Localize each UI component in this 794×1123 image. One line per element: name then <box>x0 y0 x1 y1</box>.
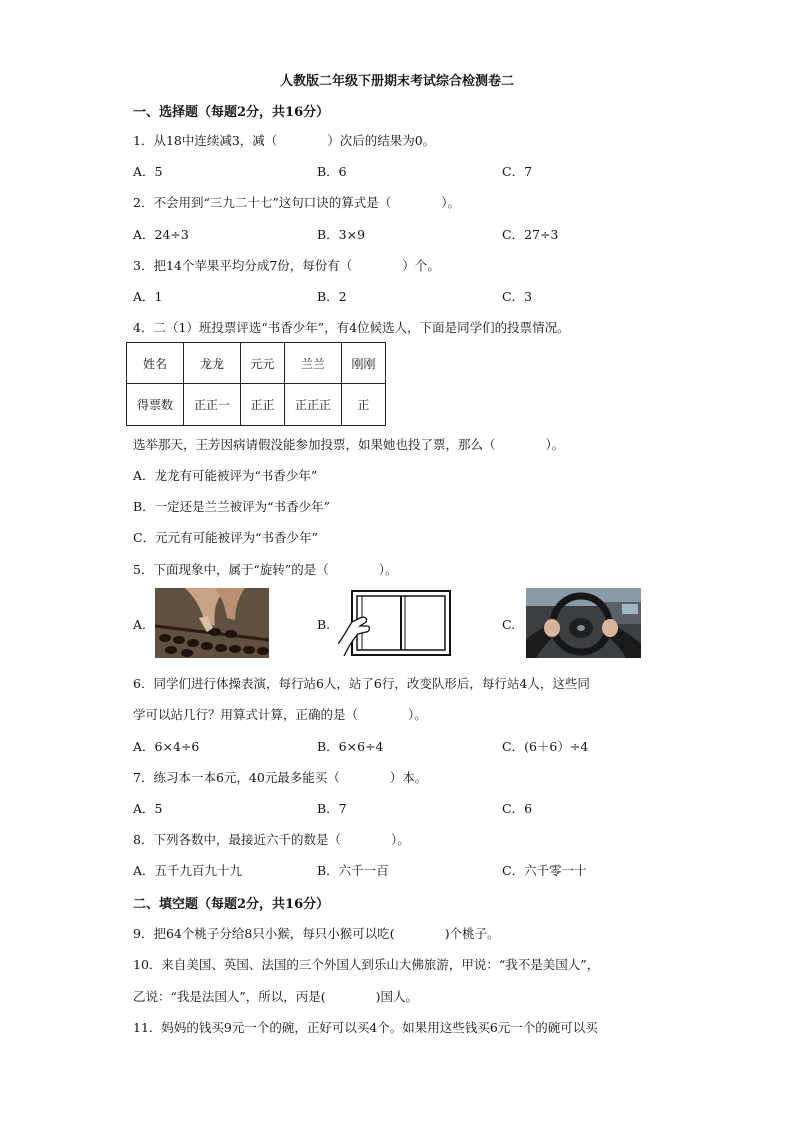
q4-option-b: B．一定还是兰兰被评为“书香少年” <box>133 499 330 514</box>
table-cell: 正正正 <box>285 384 342 426</box>
question-11-line-1: 11．妈妈的钱买9元一个的碗，正好可以买4个。如果用这些钱买6元一个的碗可以买 <box>133 1020 598 1035</box>
question-6-line-2: 学可以站几行？用算式计算，正确的是（ ）。 <box>133 707 427 722</box>
section-heading-fill: 二、填空题（每题2分，共16分） <box>133 897 330 912</box>
page-title: 人教版二年级下册期末考试综合检测卷二 <box>279 74 514 89</box>
table-cell: 姓名 <box>127 343 184 384</box>
question-6-line-1: 6．同学们进行体操表演，每行站6人，站了6行，改变队形后，每行站4人，这些同 <box>133 676 590 691</box>
table-row <box>127 384 386 426</box>
table-cell: 正正一 <box>184 384 241 426</box>
table-cell: 元元 <box>241 343 285 384</box>
question-10-line-2: 乙说：“我是法国人”，所以，丙是( )国人。 <box>133 989 419 1004</box>
question-7: 7．练习本一本6元，40元最多能买（ ）本。 <box>133 770 428 785</box>
table-cell: 龙龙 <box>184 343 241 384</box>
table-cell: 得票数 <box>127 384 184 426</box>
q8-option-a: A．五千九百九十九 <box>133 863 243 878</box>
abacus-image <box>155 588 269 658</box>
q4-option-c: C．元元有可能被评为“书香少年” <box>133 530 318 545</box>
q2-option-b: B．3×9 <box>317 227 366 242</box>
section-heading-choice: 一、选择题（每题2分，共16分） <box>133 105 330 120</box>
q7-option-b: B．7 <box>317 801 347 816</box>
q5-option-a: A. <box>133 617 147 632</box>
table-cell: 兰兰 <box>285 343 342 384</box>
q2-option-a: A．24÷3 <box>133 227 189 242</box>
question-4-followup: 选举那天，王芳因病请假没能参加投票，如果她也投了票，那么（ ）。 <box>133 437 565 452</box>
question-8: 8．下列各数中，最接近六千的数是（ ）。 <box>133 832 410 847</box>
table-cell: 正 <box>342 384 386 426</box>
q8-option-c: C．六千零一十 <box>502 863 587 878</box>
q3-option-c: C．3 <box>502 289 533 304</box>
question-5: 5．下面现象中，属于“旋转”的是（ ）。 <box>133 562 398 577</box>
table-row <box>127 343 386 384</box>
question-2: 2．不会用到“三九二十七”这句口诀的算式是（ ）。 <box>133 195 460 210</box>
steering-wheel-image <box>526 588 641 658</box>
question-9: 9．把64个桃子分给8只小猴，每只小猴可以吃( )个桃子。 <box>133 926 500 941</box>
q6-option-c: C．(6＋6）÷4 <box>502 739 589 754</box>
question-1: 1．从18中连续减3，减（ ）次后的结果为0。 <box>133 133 436 148</box>
vote-tally-table <box>126 342 386 426</box>
question-10-line-1: 10．来自美国、英国、法国的三个外国人到乐山大佛旅游，甲说：“我不是美国人”， <box>133 957 600 972</box>
q7-option-c: C．6 <box>502 801 533 816</box>
question-4: 4．二（1）班投票评选“书香少年”，有4位候选人，下面是同学们的投票情况。 <box>133 320 570 335</box>
question-3: 3．把14个苹果平均分成7份，每份有（ ）个。 <box>133 258 440 273</box>
q1-option-a: A．5 <box>133 164 163 179</box>
table-cell: 正正 <box>241 384 285 426</box>
q6-option-a: A．6×4÷6 <box>133 739 200 754</box>
q3-option-a: A．1 <box>133 289 163 304</box>
q3-option-b: B．2 <box>317 289 347 304</box>
q6-option-b: B．6×6÷4 <box>317 739 384 754</box>
q4-option-a: A．龙龙有可能被评为“书香少年” <box>133 468 318 483</box>
table-cell: 刚刚 <box>342 343 386 384</box>
q5-option-b: B. <box>317 617 331 632</box>
window-sliding-image <box>338 588 454 658</box>
q5-option-c: C. <box>502 617 516 632</box>
q1-option-b: B．6 <box>317 164 347 179</box>
q7-option-a: A．5 <box>133 801 163 816</box>
q1-option-c: C．7 <box>502 164 533 179</box>
q8-option-b: B．六千一百 <box>317 863 389 878</box>
q2-option-c: C．27÷3 <box>502 227 559 242</box>
